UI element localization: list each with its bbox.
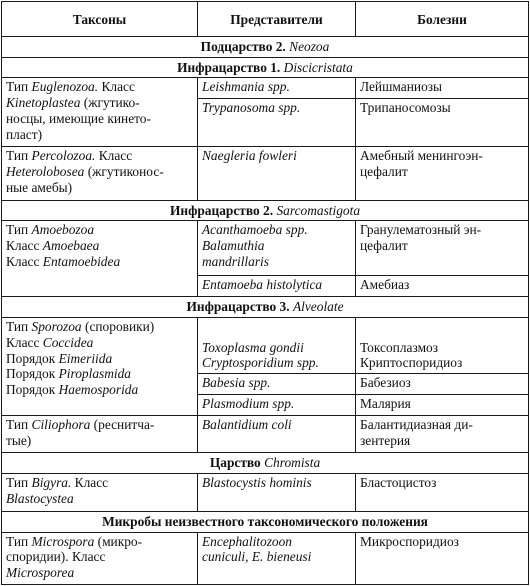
header-diseases: Болезни — [356, 2, 529, 37]
disease-leishmaniasis: Лейшманиозы — [356, 78, 529, 99]
section-infrakingdom-3: Инфрацарство 3. Alveolate — [2, 297, 529, 318]
taxon-cell-microspora: Тип Microspora (микро- споридии). Класс Microsporea — [2, 532, 198, 584]
header-taxa: Таксоны — [2, 2, 198, 37]
section-infrakingdom-2: Инфрацарство 2. Sarcomastigota — [2, 201, 529, 221]
disease-blastocystosis: Бластоцистоз — [356, 474, 529, 512]
disease-granulomatous-encephalitis: Гранулематозный эн- цефалит — [356, 220, 529, 275]
section-row — [2, 37, 529, 58]
taxonomy-table — [1, 1, 529, 585]
table-row — [2, 474, 529, 512]
table-row — [2, 532, 529, 584]
taxon-cell-euglenozoa: Тип Euglenozoa. Класс Kinetoplastea (жгутико- носцы, имеющие кинето- пласт) — [2, 78, 198, 147]
table-row — [2, 415, 529, 453]
disease-microsporidiosis: Микроспоридиоз — [356, 532, 529, 584]
representative-trypanosoma: Trypanosoma spp. — [198, 98, 356, 146]
taxon-cell-sporozoa: Тип Sporozoa (споровики) Класс Coccidea Порядок Eimeriida Порядок Piroplasmida Порядок Haemosporida — [2, 317, 198, 415]
section-row — [2, 201, 529, 221]
disease-amoebiasis: Амебиаз — [356, 276, 529, 297]
header-row — [2, 2, 529, 37]
representative-toxoplasma: Toxoplasma gondii Cryptosporidium spp. — [198, 317, 356, 373]
taxon-cell-amoebozoa: Тип Amoebozoa Класс Amoebaea Класс Entamoebidea — [2, 220, 198, 296]
section-row — [2, 511, 529, 532]
table-row — [2, 78, 529, 99]
disease-toxoplasmosis: Токсоплазмоз Криптоспоридиоз — [356, 317, 529, 373]
taxon-cell-bigyra: Тип Bigyra. Класс Blastocystea — [2, 474, 198, 512]
representative-entamoeba: Entamoeba histolytica — [198, 276, 356, 297]
taxon-cell-percolozoa: Тип Percolozoa. Класс Heterolobosea (жгутиконос- ные амебы) — [2, 146, 198, 200]
section-infrakingdom-1: Инфрацарство 1. Discicristata — [2, 58, 529, 78]
representative-leishmania: Leishmania spp. — [198, 78, 356, 99]
section-row — [2, 453, 529, 474]
representative-blastocystis: Blastocystis hominis — [198, 474, 356, 512]
section-neozoa: Подцарство 2. Neozoa — [2, 37, 529, 58]
disease-babesiosis: Бабезиоз — [356, 374, 529, 395]
table-row — [2, 146, 529, 200]
table-row — [2, 220, 529, 275]
disease-trypanosomiasis: Трипаносомозы — [356, 98, 529, 146]
representative-babesia: Babesia spp. — [198, 374, 356, 395]
disease-malaria: Малярия — [356, 395, 529, 416]
representative-plasmodium: Plasmodium spp. — [198, 395, 356, 416]
disease-balantidiasis: Балантидиазная ди- зентерия — [356, 415, 529, 453]
disease-amoebic-meningoencephalitis: Амебный менингоэн- цефалит — [356, 146, 529, 200]
representative-balantidium: Balantidium coli — [198, 415, 356, 453]
representative-encephalitozoon: Encephalitozoon cuniculi, E. bieneusi — [198, 532, 356, 584]
taxon-cell-ciliophora: Тип Ciliophora (реснитча- тые) — [2, 415, 198, 453]
representative-naegleria: Naegleria fowleri — [198, 146, 356, 200]
section-row — [2, 58, 529, 78]
header-representatives: Представители — [198, 2, 356, 37]
table-row — [2, 317, 529, 373]
section-row — [2, 297, 529, 318]
section-chromista: Царство Chromista — [2, 453, 529, 474]
section-unknown-position: Микробы неизвестного таксономического положения — [2, 511, 529, 532]
representative-acanthamoeba: Acanthamoeba spp. Balamuthia mandrillaris — [198, 220, 356, 275]
